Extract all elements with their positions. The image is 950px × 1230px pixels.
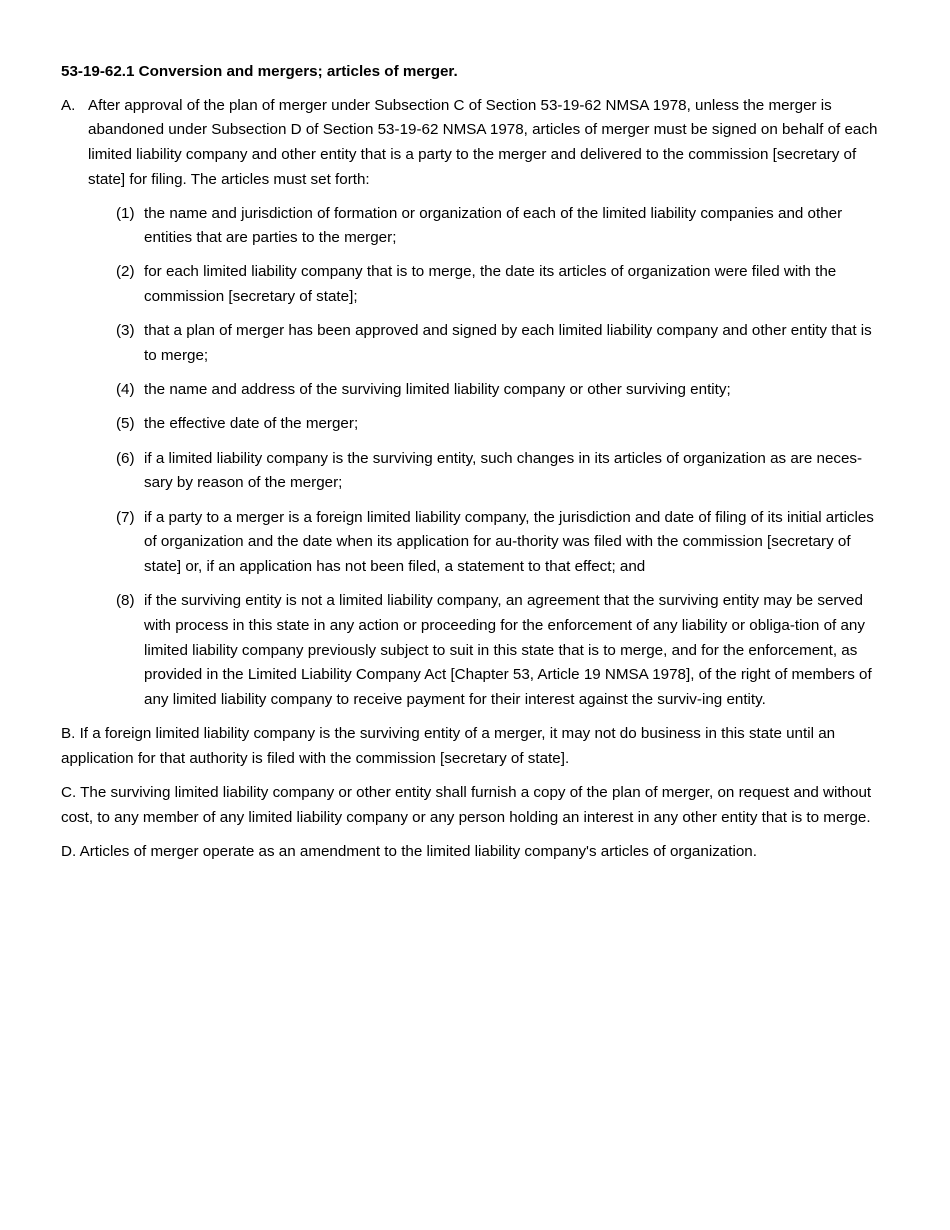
paragraph-c: C. The surviving limited liability company or other entity shall furnish a copy of the plan of merger, on request and without cost, to any member of any limited liability company or any person holding an interest in any other entity that is to merge. [61, 784, 872, 826]
list-item-text: if the surviving entity is not a limited liability company, an agreement that the surviving entity may be served with process in this state in any action or proceeding for the enforcement of any liability or obliga-tion of any limited liability company previously subject to suit in this state that is to merge, and for the enforcement, as provided in the Limited Liability Company Act [Chapter 53, Article 19 NMSA 1978], of the right of members of any limited liability company to receive payment for their interest against the surviv-ing entity. [144, 592, 872, 708]
list-item-text: the name and jurisdiction of formation or organization of each of the limited liability companies and other entities that are parties to the merger; [144, 204, 843, 247]
list-item-number: (2) [116, 263, 135, 281]
paragraph-a-text: After approval of the plan of merger under Subsection C of Section 53-19-62 NMSA 1978, unless the merger is abandoned under Subsection D of Section 53-19-62 NMSA 1978, articles of merger must be signed on behalf of each limited liability company and other entity that is a party to the merger and delivered to the commission [secretary of state] for filing. The articles must set forth: [88, 96, 878, 188]
list-item-text: the name and address of the surviving limited liability company or other surviving entity; [144, 381, 731, 399]
article-requirements-list [116, 202, 887, 713]
section-title: 53-19-62.1 Conversion and mergers; articles of merger. [61, 63, 458, 80]
paragraph-d: D. Articles of merger operate as an amendment to the limited liability company's articles of organization. [61, 842, 757, 860]
paragraph-b: B. If a foreign limited liability company is the surviving entity of a merger, it may not do business in this state until an application for that authority is filed with the commission [secretary of state]. [61, 725, 836, 767]
list-item-number: (1) [116, 204, 135, 222]
list-item-number: (3) [116, 322, 135, 340]
list-item-number: (7) [116, 508, 135, 526]
list-item-text: if a party to a merger is a foreign limited liability company, the jurisdiction and date of filing of its initial articles of organization and the date when its application for au-thority was filed with the commission [secretary of state] or, if an application has not been filed, a statement to that effect; and [144, 508, 874, 575]
list-item-number: (8) [116, 592, 135, 610]
list-item-text: for each limited liability company that is to merge, the date its articles of organization were filed with the commission [secretary of state]; [144, 263, 837, 306]
list-item [116, 412, 887, 437]
list-item-text: the effective date of the merger; [144, 415, 359, 433]
document-page [61, 60, 887, 874]
list-item-text: if a limited liability company is the surviving entity, such changes in its articles of organization as are neces-sary by reason of the merger; [144, 449, 863, 492]
list-item-number: (4) [116, 381, 135, 399]
list-item-number: (5) [116, 415, 135, 433]
list-item [116, 260, 887, 309]
list-item [116, 589, 887, 713]
list-item [116, 319, 887, 368]
list-item [116, 202, 887, 251]
paragraph-a [61, 94, 887, 193]
list-item-number: (6) [116, 449, 135, 467]
list-item [116, 506, 887, 580]
list-item [116, 447, 887, 496]
list-item-text: that a plan of merger has been approved and signed by each limited liability company and other entity that is to merge; [144, 322, 872, 365]
list-item [116, 378, 887, 403]
paragraph-a-label: A. [61, 96, 76, 114]
